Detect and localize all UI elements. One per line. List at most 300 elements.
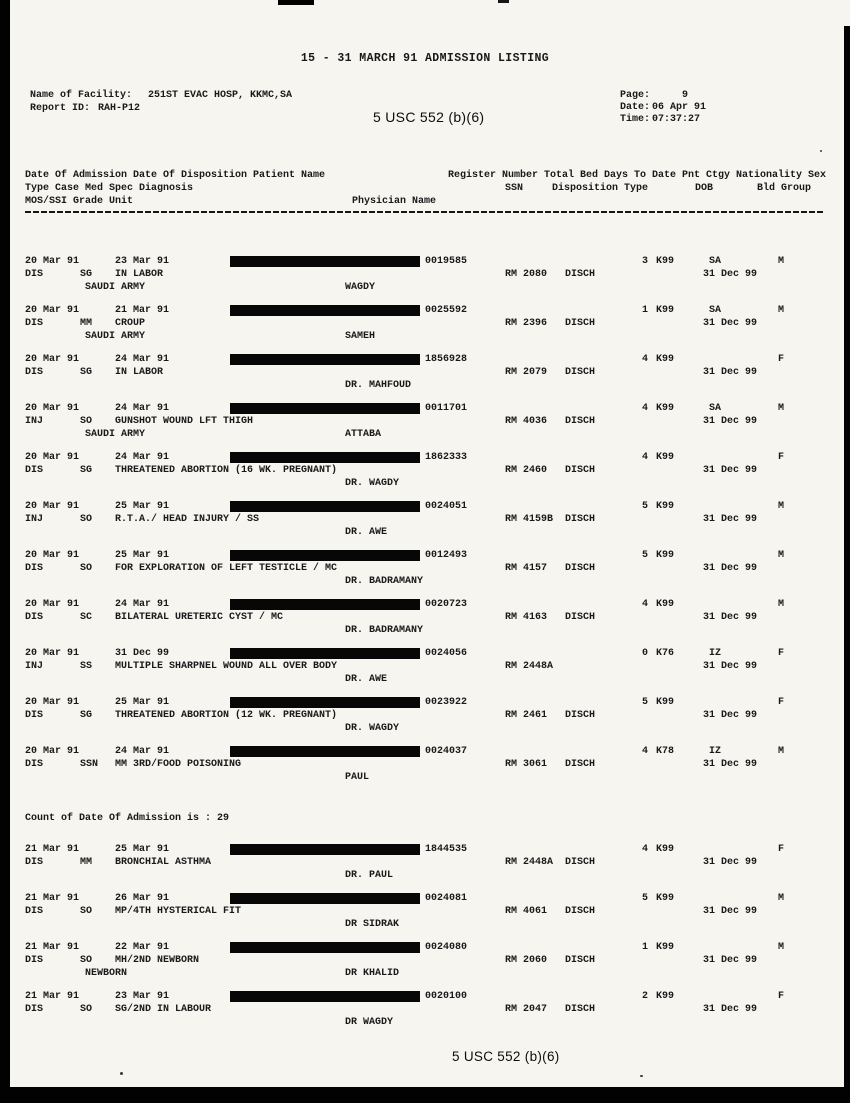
med-spec: SG — [80, 367, 93, 378]
sex: M — [778, 501, 785, 512]
sex: M — [778, 893, 785, 904]
dob: 31 Dec 99 — [703, 465, 758, 476]
time-value: 07:37:27 — [652, 114, 701, 125]
patient-category: K99 — [656, 844, 675, 855]
patient-name-redaction-bar — [230, 403, 420, 414]
unit: SAUDI ARMY — [85, 429, 146, 440]
type-case: DIS — [25, 563, 44, 574]
admission-record — [0, 305, 850, 354]
admission-date: 21 Mar 91 — [25, 991, 80, 1002]
disposition-date: 26 Mar 91 — [115, 893, 170, 904]
diagnosis: IN LABOR — [115, 367, 164, 378]
dob: 31 Dec 99 — [703, 612, 758, 623]
register-number: 0024051 — [425, 501, 468, 512]
dob: 31 Dec 99 — [703, 563, 758, 574]
record-line-3 — [0, 919, 850, 932]
col-header-disposition-type: Disposition Type — [552, 183, 649, 194]
ssn: RM 2047 — [505, 1004, 548, 1015]
admission-record — [0, 599, 850, 648]
scan-mark-top — [278, 0, 314, 5]
admission-record — [0, 746, 850, 795]
dob: 31 Dec 99 — [703, 710, 758, 721]
diagnosis: GUNSHOT WOUND LFT THIGH — [115, 416, 254, 427]
admission-record — [0, 354, 850, 403]
sex: F — [778, 648, 785, 659]
diagnosis: R.T.A./ HEAD INJURY / SS — [115, 514, 260, 525]
record-line-3 — [0, 380, 850, 393]
patient-category: K99 — [656, 942, 675, 953]
diagnosis: MULTIPLE SHARPNEL WOUND ALL OVER BODY — [115, 661, 338, 672]
register-number: 1844535 — [425, 844, 468, 855]
record-line-3 — [0, 772, 850, 785]
med-spec: SO — [80, 416, 93, 427]
record-line-3 — [0, 282, 850, 295]
header-separator-line — [25, 211, 825, 213]
ssn: RM 2396 — [505, 318, 548, 329]
physician-name: DR. BADRAMANY — [345, 576, 424, 587]
physician-name: DR. WAGDY — [345, 478, 400, 489]
record-line-2 — [0, 710, 850, 723]
record-line-3 — [0, 968, 850, 981]
record-line-1 — [0, 697, 850, 710]
physician-name: ATTABA — [345, 429, 382, 440]
sex: F — [778, 991, 785, 1002]
patient-name-redaction-bar — [230, 354, 420, 365]
disposition-date: 23 Mar 91 — [115, 991, 170, 1002]
sex: M — [778, 599, 785, 610]
disposition-type: DISCH — [565, 269, 596, 280]
type-case: DIS — [25, 612, 44, 623]
ssn: RM 2079 — [505, 367, 548, 378]
ssn: RM 2448A — [505, 661, 554, 672]
disposition-date: 24 Mar 91 — [115, 452, 170, 463]
admission-date: 21 Mar 91 — [25, 893, 80, 904]
diagnosis: CROUP — [115, 318, 146, 329]
dob: 31 Dec 99 — [703, 661, 758, 672]
col-header-bld-group: Bld Group — [757, 183, 812, 194]
record-line-3 — [0, 576, 850, 589]
scan-speck — [120, 1072, 123, 1075]
diagnosis: MM 3RD/FOOD POISONING — [115, 759, 242, 770]
admission-date: 20 Mar 91 — [25, 550, 80, 561]
record-line-3 — [0, 674, 850, 687]
ssn: RM 2448A — [505, 857, 554, 868]
patient-name-redaction-bar — [230, 501, 420, 512]
admission-record — [0, 550, 850, 599]
nationality: SA — [708, 256, 721, 267]
total-bed-days: 3 — [641, 256, 648, 267]
patient-category: K99 — [656, 550, 675, 561]
disposition-type: DISCH — [565, 710, 596, 721]
page-label: Page: — [620, 90, 651, 101]
date-label: Date: — [620, 102, 651, 113]
ssn: RM 4061 — [505, 906, 548, 917]
sex: M — [778, 550, 785, 561]
total-bed-days: 4 — [641, 354, 648, 365]
col-header-ssn: SSN — [505, 183, 524, 194]
admission-date: 20 Mar 91 — [25, 256, 80, 267]
record-line-1 — [0, 599, 850, 612]
scan-speck — [640, 1075, 643, 1077]
diagnosis: FOR EXPLORATION OF LEFT TESTICLE / MC — [115, 563, 338, 574]
record-line-2 — [0, 318, 850, 331]
disposition-type: DISCH — [565, 367, 596, 378]
record-line-2 — [0, 759, 850, 772]
type-case: DIS — [25, 710, 44, 721]
dob: 31 Dec 99 — [703, 318, 758, 329]
records-group-20-mar — [0, 256, 850, 795]
record-line-2 — [0, 514, 850, 527]
record-line-2 — [0, 416, 850, 429]
col-header-row2-left: Type Case Med Spec Diagnosis — [25, 183, 194, 194]
dob: 31 Dec 99 — [703, 269, 758, 280]
disposition-type: DISCH — [565, 759, 596, 770]
physician-name: SAMEH — [345, 331, 376, 342]
med-spec: SO — [80, 955, 93, 966]
record-line-3 — [0, 478, 850, 491]
diagnosis: THREATENED ABORTION (16 WK. PREGNANT) — [115, 465, 338, 476]
type-case: INJ — [25, 661, 44, 672]
dob: 31 Dec 99 — [703, 367, 758, 378]
patient-name-redaction-bar — [230, 991, 420, 1002]
physician-name: DR. AWE — [345, 674, 388, 685]
record-line-3 — [0, 870, 850, 883]
col-header-row3-left: MOS/SSI Grade Unit — [25, 196, 134, 207]
register-number: 0020100 — [425, 991, 468, 1002]
type-case: DIS — [25, 367, 44, 378]
disposition-date: 21 Mar 91 — [115, 305, 170, 316]
total-bed-days: 4 — [641, 403, 648, 414]
record-line-2 — [0, 367, 850, 380]
patient-category: K76 — [656, 648, 675, 659]
register-number: 0024081 — [425, 893, 468, 904]
record-line-1 — [0, 648, 850, 661]
patient-name-redaction-bar — [230, 746, 420, 757]
disposition-date: 23 Mar 91 — [115, 256, 170, 267]
patient-category: K99 — [656, 354, 675, 365]
report-id-label: Report ID: — [30, 103, 91, 114]
disposition-date: 24 Mar 91 — [115, 746, 170, 757]
ssn: RM 4159B — [505, 514, 554, 525]
patient-name-redaction-bar — [230, 452, 420, 463]
admission-record — [0, 991, 850, 1040]
record-line-1 — [0, 746, 850, 759]
diagnosis: BILATERAL URETERIC CYST / MC — [115, 612, 284, 623]
type-case: DIS — [25, 269, 44, 280]
scan-speck — [820, 150, 822, 152]
date-value: 06 Apr 91 — [652, 102, 707, 113]
diagnosis: MH/2ND NEWBORN — [115, 955, 200, 966]
patient-category: K99 — [656, 697, 675, 708]
dob: 31 Dec 99 — [703, 857, 758, 868]
med-spec: SO — [80, 563, 93, 574]
diagnosis: MP/4TH HYSTERICAL FIT — [115, 906, 242, 917]
privacy-stamp-bottom: 5 USC 552 (b)(6) — [452, 1049, 560, 1064]
sex: F — [778, 844, 785, 855]
patient-category: K99 — [656, 403, 675, 414]
nationality: IZ — [708, 648, 721, 659]
privacy-stamp-top: 5 USC 552 (b)(6) — [373, 109, 485, 125]
record-line-1 — [0, 501, 850, 514]
sex: M — [778, 256, 785, 267]
admission-record — [0, 942, 850, 991]
report-title: 15 - 31 MARCH 91 ADMISSION LISTING — [300, 52, 550, 65]
admission-date: 20 Mar 91 — [25, 697, 80, 708]
total-bed-days: 5 — [641, 893, 648, 904]
disposition-type: DISCH — [565, 465, 596, 476]
admission-date: 20 Mar 91 — [25, 403, 80, 414]
record-line-2 — [0, 661, 850, 674]
physician-name: DR. AWE — [345, 527, 388, 538]
dob: 31 Dec 99 — [703, 759, 758, 770]
admission-date: 20 Mar 91 — [25, 746, 80, 757]
ssn: RM 4157 — [505, 563, 548, 574]
unit: SAUDI ARMY — [85, 282, 146, 293]
med-spec: SO — [80, 906, 93, 917]
sex: F — [778, 452, 785, 463]
ssn: RM 2461 — [505, 710, 548, 721]
record-line-2 — [0, 269, 850, 282]
physician-name: DR KHALID — [345, 968, 400, 979]
col-header-row1-right: Register Number Total Bed Days To Date Pnt Ctgy Nationality Sex — [448, 170, 827, 181]
record-line-2 — [0, 955, 850, 968]
nationality: IZ — [708, 746, 721, 757]
register-number: 0024080 — [425, 942, 468, 953]
med-spec: MM — [80, 857, 93, 868]
admission-date: 20 Mar 91 — [25, 305, 80, 316]
physician-name: DR WAGDY — [345, 1017, 394, 1028]
admission-date: 20 Mar 91 — [25, 452, 80, 463]
type-case: DIS — [25, 465, 44, 476]
patient-category: K99 — [656, 305, 675, 316]
record-line-1 — [0, 305, 850, 318]
nationality: SA — [708, 305, 721, 316]
disposition-date: 22 Mar 91 — [115, 942, 170, 953]
record-line-3 — [0, 1017, 850, 1030]
register-number: 0020723 — [425, 599, 468, 610]
record-line-2 — [0, 1004, 850, 1017]
patient-category: K99 — [656, 256, 675, 267]
med-spec: SS — [80, 661, 93, 672]
ssn: RM 2080 — [505, 269, 548, 280]
physician-name: WAGDY — [345, 282, 376, 293]
admission-record — [0, 403, 850, 452]
patient-name-redaction-bar — [230, 648, 420, 659]
disposition-type: DISCH — [565, 318, 596, 329]
record-line-1 — [0, 256, 850, 269]
physician-name: PAUL — [345, 772, 370, 783]
record-line-2 — [0, 857, 850, 870]
ssn: RM 2060 — [505, 955, 548, 966]
register-number: 0019585 — [425, 256, 468, 267]
type-case: DIS — [25, 955, 44, 966]
facility-label: Name of Facility: — [30, 90, 133, 101]
physician-name: DR. BADRAMANY — [345, 625, 424, 636]
register-number: 1862333 — [425, 452, 468, 463]
med-spec: SO — [80, 1004, 93, 1015]
diagnosis: SG/2ND IN LABOUR — [115, 1004, 212, 1015]
unit: SAUDI ARMY — [85, 331, 146, 342]
record-line-2 — [0, 563, 850, 576]
med-spec: MM — [80, 318, 93, 329]
total-bed-days: 4 — [641, 452, 648, 463]
admission-record — [0, 256, 850, 305]
med-spec: SG — [80, 465, 93, 476]
type-case: INJ — [25, 514, 44, 525]
record-line-1 — [0, 942, 850, 955]
diagnosis: IN LABOR — [115, 269, 164, 280]
disposition-date: 24 Mar 91 — [115, 403, 170, 414]
patient-name-redaction-bar — [230, 256, 420, 267]
record-line-2 — [0, 906, 850, 919]
total-bed-days: 5 — [641, 501, 648, 512]
total-bed-days: 4 — [641, 844, 648, 855]
register-number: 0024037 — [425, 746, 468, 757]
record-line-1 — [0, 452, 850, 465]
records-group-21-mar — [0, 844, 850, 1040]
patient-name-redaction-bar — [230, 697, 420, 708]
patient-category: K99 — [656, 991, 675, 1002]
record-line-1 — [0, 991, 850, 1004]
scan-edge-bottom — [0, 1087, 850, 1103]
ssn: RM 4036 — [505, 416, 548, 427]
record-line-3 — [0, 331, 850, 344]
med-spec: SG — [80, 710, 93, 721]
disposition-date: 24 Mar 91 — [115, 354, 170, 365]
dob: 31 Dec 99 — [703, 1004, 758, 1015]
type-case: DIS — [25, 759, 44, 770]
total-bed-days: 1 — [641, 305, 648, 316]
ssn: RM 4163 — [505, 612, 548, 623]
record-line-1 — [0, 893, 850, 906]
patient-name-redaction-bar — [230, 893, 420, 904]
admission-record — [0, 893, 850, 942]
admission-record — [0, 648, 850, 697]
register-number: 0024056 — [425, 648, 468, 659]
physician-name: DR. WAGDY — [345, 723, 400, 734]
disposition-date: 24 Mar 91 — [115, 599, 170, 610]
patient-category: K78 — [656, 746, 675, 757]
physician-name: DR. MAHFOUD — [345, 380, 412, 391]
diagnosis: THREATENED ABORTION (12 WK. PREGNANT) — [115, 710, 338, 721]
col-header-physician: Physician Name — [352, 196, 437, 207]
register-number: 0025592 — [425, 305, 468, 316]
record-line-2 — [0, 465, 850, 478]
patient-name-redaction-bar — [230, 599, 420, 610]
total-bed-days: 2 — [641, 991, 648, 1002]
disposition-type: DISCH — [565, 857, 596, 868]
disposition-type: DISCH — [565, 612, 596, 623]
sex: M — [778, 746, 785, 757]
type-case: DIS — [25, 318, 44, 329]
dob: 31 Dec 99 — [703, 906, 758, 917]
patient-category: K99 — [656, 599, 675, 610]
patient-category: K99 — [656, 501, 675, 512]
record-line-3 — [0, 527, 850, 540]
physician-name: DR SIDRAK — [345, 919, 400, 930]
record-line-1 — [0, 403, 850, 416]
sex: F — [778, 354, 785, 365]
admission-date: 20 Mar 91 — [25, 354, 80, 365]
disposition-type: DISCH — [565, 906, 596, 917]
record-line-3 — [0, 723, 850, 736]
total-bed-days: 4 — [641, 746, 648, 757]
admission-date: 20 Mar 91 — [25, 501, 80, 512]
col-header-dob: DOB — [695, 183, 714, 194]
register-number: 0011701 — [425, 403, 468, 414]
total-bed-days: 1 — [641, 942, 648, 953]
record-line-3 — [0, 429, 850, 442]
sex: F — [778, 697, 785, 708]
type-case: DIS — [25, 906, 44, 917]
register-number: 0012493 — [425, 550, 468, 561]
patient-name-redaction-bar — [230, 942, 420, 953]
physician-name: DR. PAUL — [345, 870, 394, 881]
ssn: RM 2460 — [505, 465, 548, 476]
type-case: DIS — [25, 1004, 44, 1015]
total-bed-days: 0 — [641, 648, 648, 659]
record-line-3 — [0, 625, 850, 638]
report-id-value: RAH-P12 — [98, 103, 141, 114]
med-spec: SSN — [80, 759, 99, 770]
med-spec: SG — [80, 269, 93, 280]
disposition-date: 25 Mar 91 — [115, 550, 170, 561]
record-line-1 — [0, 550, 850, 563]
diagnosis: BRONCHIAL ASTHMA — [115, 857, 212, 868]
patient-category: K99 — [656, 893, 675, 904]
patient-category: K99 — [656, 452, 675, 463]
time-label: Time: — [620, 114, 651, 125]
admission-count-line: Count of Date Of Admission is : 29 — [25, 813, 230, 824]
disposition-date: 25 Mar 91 — [115, 697, 170, 708]
total-bed-days: 5 — [641, 697, 648, 708]
disposition-date: 25 Mar 91 — [115, 501, 170, 512]
admission-record — [0, 844, 850, 893]
register-number: 1856928 — [425, 354, 468, 365]
disposition-type: DISCH — [565, 514, 596, 525]
disposition-type: DISCH — [565, 955, 596, 966]
nationality: SA — [708, 403, 721, 414]
patient-name-redaction-bar — [230, 305, 420, 316]
disposition-date: 25 Mar 91 — [115, 844, 170, 855]
total-bed-days: 4 — [641, 599, 648, 610]
patient-name-redaction-bar — [230, 844, 420, 855]
med-spec: SC — [80, 612, 93, 623]
record-line-2 — [0, 612, 850, 625]
sex: M — [778, 942, 785, 953]
type-case: DIS — [25, 857, 44, 868]
sex: M — [778, 305, 785, 316]
disposition-type: DISCH — [565, 563, 596, 574]
facility-value: 251ST EVAC HOSP, KKMC,SA — [148, 90, 293, 101]
total-bed-days: 5 — [641, 550, 648, 561]
admission-date: 21 Mar 91 — [25, 844, 80, 855]
record-line-1 — [0, 844, 850, 857]
dob: 31 Dec 99 — [703, 514, 758, 525]
disposition-date: 31 Dec 99 — [115, 648, 170, 659]
admission-date: 21 Mar 91 — [25, 942, 80, 953]
register-number: 0023922 — [425, 697, 468, 708]
type-case: INJ — [25, 416, 44, 427]
col-header-row1-left: Date Of Admission Date Of Disposition Patient Name — [25, 170, 326, 181]
admission-date: 20 Mar 91 — [25, 648, 80, 659]
admission-date: 20 Mar 91 — [25, 599, 80, 610]
ssn: RM 3061 — [505, 759, 548, 770]
disposition-type: DISCH — [565, 1004, 596, 1015]
dob: 31 Dec 99 — [703, 955, 758, 966]
page-value: 9 — [682, 90, 689, 101]
unit: NEWBORN — [85, 968, 128, 979]
